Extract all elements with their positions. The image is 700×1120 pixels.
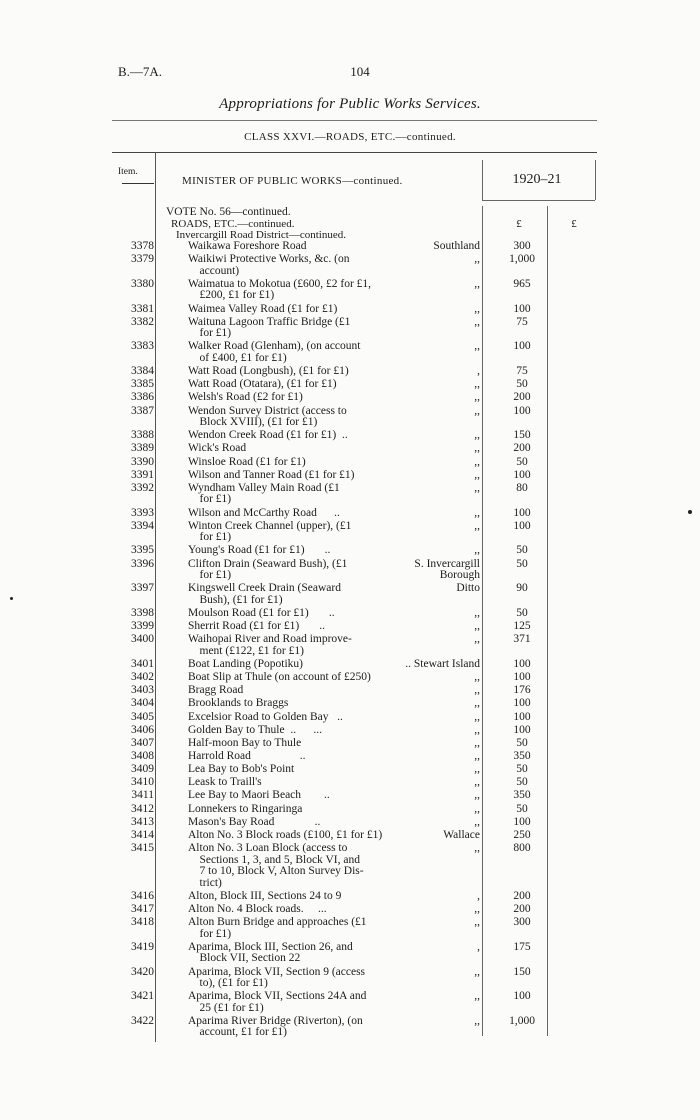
item-amount: 50 (516, 606, 528, 619)
item-amount: 176 (513, 684, 531, 697)
item-description: Young's Road (£1 for £1) .. (188, 544, 331, 557)
class-heading: CLASS XXVI.—ROADS, ETC.—continued. (244, 131, 456, 143)
item-number: 3394 (131, 519, 154, 532)
item-location: Wallace (443, 828, 480, 841)
item-amount: 100 (513, 506, 531, 519)
vote-heading: VOTE No. 56—continued. (166, 206, 291, 218)
item-location: ,, (474, 903, 480, 915)
item-location: ,, (474, 481, 480, 494)
item-number: 3384 (131, 365, 154, 378)
year-box-bottom-rule (482, 200, 595, 201)
item-number: 3398 (131, 606, 154, 619)
item-description: Excelsior Road to Golden Bay .. (188, 710, 343, 723)
item-location: ,, (474, 468, 480, 481)
item-description: Aparima, Block III, Section 26, and Block VII, Section 22 (188, 940, 353, 965)
item-amount: 100 (513, 723, 531, 736)
item-description: Boat Slip at Thule (on account of £250) (188, 671, 371, 684)
item-amount: 100 (513, 340, 531, 353)
item-location: ,, (474, 965, 480, 978)
item-number: 3390 (131, 455, 154, 468)
item-amount: 150 (513, 965, 531, 978)
item-description: Harrold Road .. (188, 750, 306, 762)
item-description: Half-moon Bay to Thule (188, 736, 302, 749)
item-amount: 100 (513, 710, 531, 723)
currency-label-total: £ (571, 218, 577, 230)
item-location: ,, (474, 697, 480, 710)
item-description: Welsh's Road (£2 for £1) (188, 391, 303, 404)
item-description: Moulson Road (£1 for £1) .. (188, 606, 335, 619)
item-amount: 100 (513, 302, 531, 315)
item-number: 3411 (131, 789, 154, 802)
item-number: 3420 (131, 965, 154, 978)
item-location: ,, (474, 506, 480, 519)
item-location: ,, (474, 544, 480, 557)
item-description: Wendon Creek Road (£1 for £1) .. (188, 429, 348, 442)
item-header-dash (122, 183, 154, 184)
item-number: 3410 (131, 776, 154, 789)
item-location: ,, (474, 253, 480, 266)
item-description: Waimatua to Mokotua (£600, £2 for £1, £200, £1 for £1) (188, 277, 372, 302)
item-amount: 200 (513, 903, 531, 915)
item-amount: 150 (513, 429, 531, 442)
item-amount: 100 (513, 815, 531, 828)
item-description: Waikiwi Protective Works, &c. (on account) (188, 253, 350, 277)
table-top-rule (112, 152, 597, 153)
item-amount: 50 (516, 776, 528, 789)
item-description: Boat Landing (Popotiku) (188, 657, 303, 670)
item-location: ,, (474, 789, 480, 802)
page-title: Appropriations for Public Works Services. (219, 96, 481, 112)
item-number: 3412 (131, 802, 154, 815)
item-location: , (477, 889, 480, 902)
item-amount: 300 (513, 240, 531, 252)
item-number: 3383 (131, 340, 154, 353)
item-description: Lonnekers to Ringaringa (188, 802, 303, 815)
item-number: 3379 (131, 253, 154, 266)
item-number: 3404 (131, 697, 154, 710)
item-description: Lea Bay to Bob's Point (188, 763, 295, 776)
item-column-rule (155, 152, 156, 1042)
item-location: ,, (474, 916, 480, 929)
item-location: ,, (474, 455, 480, 468)
item-number: 3388 (131, 429, 154, 442)
item-location: ,, (474, 802, 480, 815)
item-number: 3405 (131, 710, 154, 723)
item-location: ,, (474, 606, 480, 619)
item-amount: 50 (516, 544, 528, 557)
item-description: Mason's Bay Road .. (188, 815, 321, 828)
item-description: Wilson and Tanner Road (£1 for £1) (188, 468, 355, 481)
item-number: 3399 (131, 620, 154, 633)
item-description: Bragg Road (188, 684, 244, 697)
item-location: ,, (474, 315, 480, 328)
item-amount: 75 (516, 315, 528, 328)
item-location: ,, (474, 684, 480, 697)
document-reference: B.—7A. (118, 64, 163, 79)
item-number: 3381 (131, 302, 154, 315)
item-number: 3409 (131, 763, 154, 776)
item-location: ,, (474, 776, 480, 789)
item-location: ,, (474, 391, 480, 404)
item-location: , (477, 365, 480, 378)
item-location: ,, (474, 710, 480, 723)
item-amount: 50 (516, 736, 528, 749)
item-description: Alton No. 3 Loan Block (access to Sections 1, 3, and 5, Block VI, and 7 to 10, Block V, Alton Survey Dis- trict) (188, 842, 364, 889)
item-number: 3392 (131, 481, 154, 494)
item-number: 3395 (131, 544, 154, 557)
item-location: ,, (474, 277, 480, 290)
item-description: Watt Road (Otatara), (£1 for £1) (188, 378, 337, 391)
item-amount: 200 (513, 391, 531, 404)
item-description: Alton, Block III, Sections 24 to 9 (188, 889, 342, 902)
item-number: 3416 (131, 889, 154, 902)
item-description: Leask to Traill's (188, 776, 262, 789)
item-amount: 50 (516, 763, 528, 776)
title-rule (112, 120, 597, 121)
item-location: ,, (474, 723, 480, 736)
item-description: Alton No. 4 Block roads. ... (188, 903, 327, 915)
item-amount: 250 (513, 828, 531, 841)
item-number: 3400 (131, 633, 154, 646)
currency-label-amount: £ (516, 218, 522, 230)
amount-column-rule (482, 206, 483, 1036)
item-number: 3403 (131, 684, 154, 697)
item-location: S. Invercargill Borough (414, 557, 480, 582)
item-description: Wilson and McCarthy Road .. (188, 506, 340, 519)
item-amount: 100 (513, 468, 531, 481)
item-amount: 125 (513, 620, 531, 633)
item-location: .. Stewart Island (405, 657, 480, 670)
item-number: 3419 (131, 940, 154, 953)
item-description: Sherrit Road (£1 for £1) .. (188, 620, 326, 633)
item-number: 3380 (131, 277, 154, 290)
item-amount: 1,000 (509, 1014, 535, 1027)
item-number: 3386 (131, 391, 154, 404)
item-amount: 100 (513, 519, 531, 532)
item-number: 3407 (131, 736, 154, 749)
item-location: ,, (474, 763, 480, 776)
item-number: 3422 (131, 1014, 154, 1027)
item-amount: 300 (513, 916, 531, 929)
item-amount: 100 (513, 990, 531, 1003)
item-description: Waikawa Foreshore Road (188, 240, 307, 252)
item-amount: 965 (513, 277, 531, 290)
item-number: 3378 (131, 240, 154, 252)
item-location: ,, (474, 340, 480, 353)
item-location: ,, (474, 519, 480, 532)
item-number: 3421 (131, 990, 154, 1003)
item-description: Aparima, Block VII, Section 9 (access to), (£1 for £1) (188, 965, 366, 990)
item-location: ,, (474, 990, 480, 1003)
item-amount: 371 (513, 633, 531, 646)
item-location: ,, (474, 736, 480, 749)
item-description: Lee Bay to Maori Beach .. (188, 789, 330, 802)
item-description: Brooklands to Braggs (188, 697, 289, 710)
item-amount: 50 (516, 378, 528, 391)
year-box-right-rule (595, 160, 596, 200)
item-description: Alton No. 3 Block roads (£100, £1 for £1) (188, 828, 383, 841)
item-description: Walker Road (Glenham), (on account of £400, £1 for £1) (188, 340, 361, 364)
item-amount: 200 (513, 889, 531, 902)
item-amount: 350 (513, 750, 531, 762)
item-location: , (477, 940, 480, 953)
item-description: Alton Burn Bridge and approaches (£1 for £1) (188, 916, 367, 940)
item-description: Waimea Valley Road (£1 for £1) (188, 302, 338, 315)
item-location: ,, (474, 429, 480, 442)
item-location: ,, (474, 815, 480, 828)
item-number: 3413 (131, 815, 154, 828)
item-amount: 50 (516, 557, 528, 570)
item-description: Watt Road (Longbush), (£1 for £1) (188, 365, 349, 378)
item-description: Kingswell Creek Drain (Seaward Bush), (£1 for £1) (188, 582, 341, 606)
item-amount: 80 (516, 481, 528, 494)
item-amount: 90 (516, 582, 528, 595)
item-number: 3401 (131, 657, 154, 670)
minister-heading: MINISTER OF PUBLIC WORKS—continued. (182, 175, 403, 187)
item-location: ,, (474, 633, 480, 646)
item-description: Clifton Drain (Seaward Bush), (£1 for £1) (188, 557, 348, 582)
page-number: 104 (350, 64, 370, 79)
item-location: ,, (474, 620, 480, 633)
item-amount: 200 (513, 442, 531, 455)
item-description: Aparima River Bridge (Riverton), (on account, £1 for £1) (188, 1014, 363, 1039)
district-subheading: Invercargill Road District—continued. (176, 229, 346, 241)
item-number: 3389 (131, 442, 154, 455)
item-description: Wick's Road (188, 442, 247, 455)
item-number: 3387 (131, 404, 154, 417)
year-box-left-rule (482, 160, 483, 200)
item-location: ,, (474, 378, 480, 391)
item-location: ,, (474, 750, 480, 762)
item-amount: 800 (513, 842, 531, 855)
item-number: 3397 (131, 582, 154, 595)
item-description: Golden Bay to Thule .. ... (188, 723, 322, 736)
item-number: 3402 (131, 671, 154, 684)
item-description: Winsloe Road (£1 for £1) (188, 455, 306, 468)
item-location: ,, (474, 404, 480, 417)
item-location: ,, (474, 671, 480, 684)
item-location: Southland (433, 240, 480, 252)
item-number: 3414 (131, 828, 154, 841)
item-amount: 75 (516, 365, 528, 378)
item-amount: 100 (513, 671, 531, 684)
item-amount: 100 (513, 697, 531, 710)
item-amount: 1,000 (509, 253, 535, 266)
item-description: Aparima, Block VII, Sections 24A and 25 (£1 for £1) (188, 990, 367, 1014)
item-number: 3385 (131, 378, 154, 391)
item-description: Wyndham Valley Main Road (£1 for £1) (188, 481, 340, 506)
page-speck (10, 597, 13, 600)
item-description: Winton Creek Channel (upper), (£1 for £1) (188, 519, 352, 544)
page-speck (688, 510, 692, 514)
item-description: Wendon Survey District (access to Block XVIII), (£1 for £1) (188, 404, 347, 429)
item-amount: 100 (513, 404, 531, 417)
item-number: 3408 (131, 750, 154, 762)
item-column-header: Item. (118, 167, 138, 177)
item-location: ,, (474, 1014, 480, 1027)
year-column-header: 1920–21 (512, 172, 562, 187)
item-location: ,, (474, 302, 480, 315)
item-amount: 175 (513, 940, 531, 953)
item-number: 3415 (131, 842, 154, 855)
item-number: 3391 (131, 468, 154, 481)
item-location: ,, (474, 842, 480, 855)
item-amount: 350 (513, 789, 531, 802)
item-amount: 100 (513, 657, 531, 670)
item-description: Waihopai River and Road improve- ment (£122, £1 for £1) (188, 633, 352, 657)
item-description: Waituna Lagoon Traffic Bridge (£1 for £1) (188, 315, 351, 340)
item-number: 3418 (131, 916, 154, 929)
item-number: 3396 (131, 557, 154, 570)
item-number: 3417 (131, 903, 154, 915)
roads-subheading: ROADS, ETC.—continued. (171, 218, 295, 230)
item-number: 3382 (131, 315, 154, 328)
item-location: ,, (474, 442, 480, 455)
item-amount: 50 (516, 802, 528, 815)
item-number: 3393 (131, 506, 154, 519)
item-amount: 50 (516, 455, 528, 468)
item-location: Ditto (456, 582, 480, 595)
item-number: 3406 (131, 723, 154, 736)
